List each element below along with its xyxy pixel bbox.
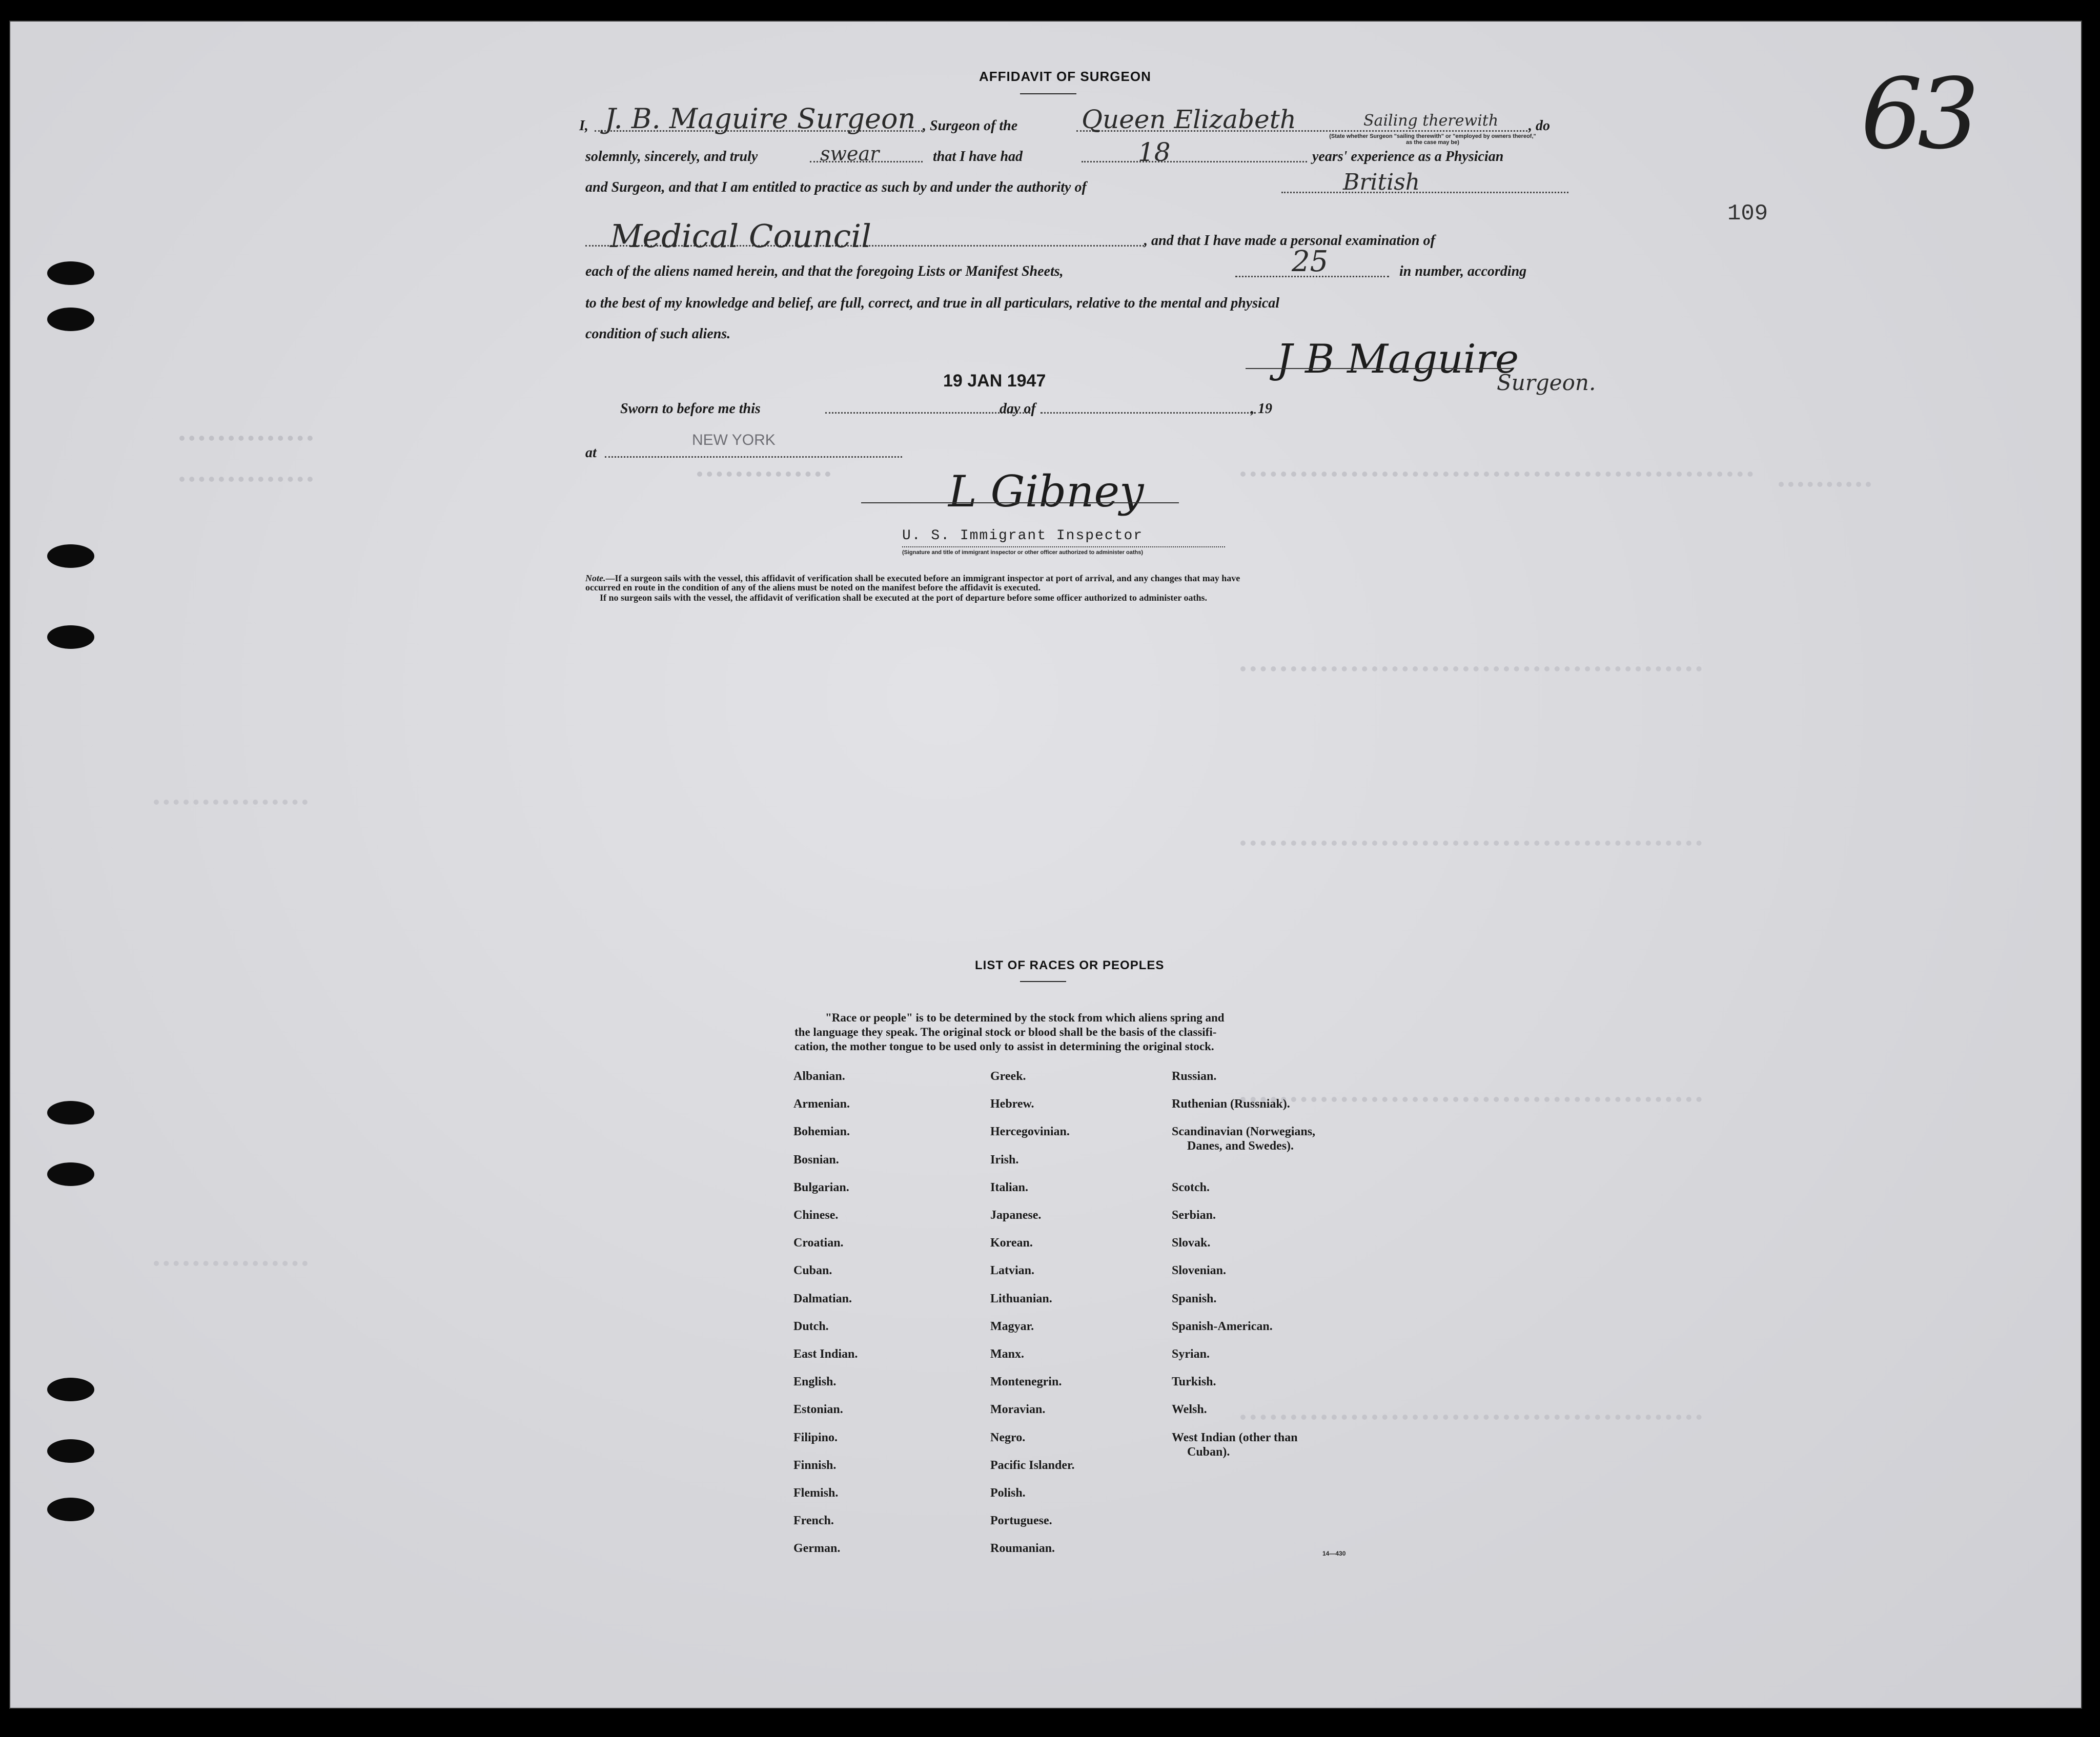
races-title: LIST OF RACES OR PEOPLES [975, 958, 1165, 972]
punch-hole [47, 625, 94, 649]
inspector-title-rule [902, 546, 1225, 547]
page-number: 63 [1861, 57, 1974, 171]
affidavit-line2-mid: that I have had [933, 149, 1023, 165]
race-item: Danes, and Swedes). [1187, 1139, 1294, 1153]
race-item: Manx. [990, 1347, 1024, 1361]
race-item: Japanese. [990, 1209, 1042, 1222]
race-item: Welsh. [1172, 1403, 1207, 1417]
bleed-through [154, 1252, 308, 1266]
races-intro-line1: "Race or people" is to be determined by the stock from which aliens spring and [825, 1011, 1225, 1024]
race-item: Montenegrin. [990, 1375, 1062, 1389]
bleed-through [1240, 831, 1702, 846]
race-item: English. [793, 1375, 837, 1389]
note-line1 [585, 573, 1240, 583]
affidavit-title: AFFIDAVIT OF SURGEON [979, 69, 1151, 84]
punch-hole [47, 1439, 94, 1463]
surgeon-status-footnote: (State whether Surgeon "sailing therewith" or "employed by owners thereof," as the case may be) [1329, 133, 1536, 146]
punch-hole [47, 308, 94, 331]
race-item: Pacific Islander. [990, 1458, 1075, 1472]
affidavit-line7: condition of such aliens. [585, 326, 731, 342]
race-item: Flemish. [793, 1486, 839, 1500]
date-stamp: 19 JAN 1947 [943, 371, 1046, 391]
race-item: Lithuanian. [990, 1292, 1052, 1305]
council-handwritten: Medical Council [610, 217, 871, 255]
race-item: Hebrew. [990, 1097, 1034, 1111]
race-item: Irish. [990, 1153, 1019, 1167]
race-item: Serbian. [1172, 1209, 1216, 1222]
race-item: Scotch. [1172, 1180, 1210, 1194]
race-item: Korean. [990, 1236, 1033, 1250]
race-item: Scandinavian (Norwegians, [1172, 1125, 1316, 1139]
affidavit-line6: to the best of my knowledge and belief, are full, correct, and true in all particulars, relative to the mental and physical [585, 295, 1280, 311]
inspector-signature-rule [861, 502, 1179, 503]
surgeon-signature-title: Surgeon. [1497, 370, 1596, 395]
race-item: Armenian. [793, 1097, 850, 1111]
race-item: Turkish. [1172, 1375, 1216, 1389]
affidavit-line2-start: solemnly, sincerely, and truly [585, 149, 758, 165]
race-item: Spanish. [1172, 1292, 1217, 1305]
races-title-rule [1020, 981, 1066, 982]
race-item: Spanish-American. [1172, 1319, 1273, 1333]
race-item: French. [793, 1514, 834, 1528]
race-item: West Indian (other than [1172, 1431, 1298, 1444]
punch-hole [47, 544, 94, 568]
affidavit-line1-end: , do [1528, 118, 1550, 134]
note-lead: Note. [585, 573, 606, 583]
punch-hole [47, 1378, 94, 1401]
punch-hole [47, 1101, 94, 1125]
bleed-through [179, 426, 313, 441]
affidavit-line5: each of the aliens named herein, and that the foregoing Lists or Manifest Sheets, [585, 263, 1064, 279]
race-item: Bosnian. [793, 1153, 839, 1167]
bleed-through [1240, 1088, 1702, 1102]
bleed-through [1779, 473, 1871, 487]
surgeon-name-handwritten: J. B. Maguire Surgeon [605, 103, 916, 135]
bleed-through [697, 462, 830, 477]
form-number: 14—430 [1322, 1550, 1346, 1557]
bleed-through [179, 467, 313, 482]
sailing-handwritten: Sailing therewith [1363, 112, 1499, 130]
sworn-year: , 19 [1251, 401, 1272, 417]
manifest-sheet [9, 21, 2082, 1709]
race-item: Italian. [990, 1180, 1029, 1194]
sworn-month-field [1041, 412, 1256, 414]
race-item: Greek. [990, 1070, 1026, 1083]
race-item: Dutch. [793, 1319, 829, 1333]
signature-rule [1246, 368, 1512, 369]
years-handwritten: 18 [1138, 137, 1171, 167]
bleed-through [1240, 1405, 1702, 1420]
affidavit-line2-end: years' experience as a Physician [1312, 149, 1504, 165]
authority-handwritten: British [1343, 169, 1420, 195]
at-label: at [585, 445, 597, 461]
races-intro-line3: cation, the mother tongue to be used only to assist in determining the original stock. [794, 1040, 1214, 1053]
race-item: Bulgarian. [793, 1180, 849, 1194]
race-item: Hercegovinian. [990, 1125, 1070, 1139]
race-item: Syrian. [1172, 1347, 1210, 1361]
affidavit-line1-mid: , Surgeon of the [923, 118, 1018, 134]
race-item: Filipino. [793, 1431, 838, 1444]
years-field [1082, 161, 1307, 162]
race-item: Roumanian. [990, 1542, 1055, 1556]
note-line1-text: —If a surgeon sails with the vessel, this affidavit of verification shall be executed before an immigrant inspector at port of arrival, and any changes that may have [605, 573, 1240, 583]
affidavit-line1-start: I, [579, 118, 588, 134]
race-item: Chinese. [793, 1209, 839, 1222]
race-item: Dalmatian. [793, 1292, 852, 1305]
oath-handwritten: swear [820, 142, 880, 165]
punch-hole [47, 1498, 94, 1521]
race-item: Latvian. [990, 1264, 1035, 1278]
race-item: Finnish. [793, 1458, 837, 1472]
race-item: Croatian. [793, 1236, 844, 1250]
stamped-number: 109 [1727, 201, 1768, 227]
race-item: Bohemian. [793, 1125, 850, 1139]
title-rule [1020, 93, 1076, 94]
punch-hole [47, 261, 94, 285]
bleed-through [1240, 657, 1702, 671]
bleed-through [1240, 462, 1753, 477]
sworn-text: Sworn to before me this [620, 401, 761, 417]
affidavit-line5-end: in number, according [1399, 263, 1527, 279]
vessel-handwritten: Queen Elizabeth [1082, 105, 1296, 134]
race-item: Portuguese. [990, 1514, 1052, 1528]
inspector-caption: (Signature and title of immigrant inspector or other officer authorized to administer oaths) [902, 549, 1143, 556]
note-line2: occurred en route in the condition of any of the aliens must be noted on the manifest before the affidavit is executed. [585, 582, 1041, 592]
inspector-title: U. S. Immigrant Inspector [902, 528, 1144, 544]
place-stamp: NEW YORK [692, 432, 776, 448]
place-field [605, 456, 902, 458]
surgeon-signature: J B Maguire [1276, 336, 1519, 382]
punch-hole [47, 1162, 94, 1186]
race-item: East Indian. [793, 1347, 858, 1361]
sheets-handwritten: 25 [1292, 245, 1329, 278]
race-item: Cuban). [1187, 1445, 1230, 1459]
inspector-signature: L Gibney [948, 466, 1144, 517]
authority-field [1281, 192, 1568, 193]
race-item: Slovak. [1172, 1236, 1211, 1250]
sworn-day-of: day of [1000, 401, 1036, 417]
affidavit-line3: and Surgeon, and that I am entitled to practice as such by and under the authority of [585, 179, 1087, 195]
race-item: Slovenian. [1172, 1264, 1227, 1278]
race-item: German. [793, 1542, 841, 1556]
race-item: Negro. [990, 1431, 1026, 1444]
race-item: Albanian. [793, 1070, 845, 1083]
races-intro-line2: the language they speak. The original stock or blood shall be the basis of the classifi- [794, 1026, 1217, 1038]
note-line3: If no surgeon sails with the vessel, the affidavit of verification shall be executed at the port of departure before some officer authorized to administer oaths. [600, 592, 1208, 603]
race-item: Cuban. [793, 1264, 832, 1278]
race-item: Moravian. [990, 1403, 1046, 1417]
race-item: Magyar. [990, 1319, 1034, 1333]
race-item: Russian. [1172, 1070, 1217, 1083]
bleed-through [154, 790, 308, 805]
race-item: Polish. [990, 1486, 1026, 1500]
affidavit-line4: , and that I have made a personal examination of [1144, 233, 1435, 249]
race-item: Estonian. [793, 1403, 843, 1417]
race-item: Ruthenian (Russniak). [1172, 1097, 1290, 1111]
